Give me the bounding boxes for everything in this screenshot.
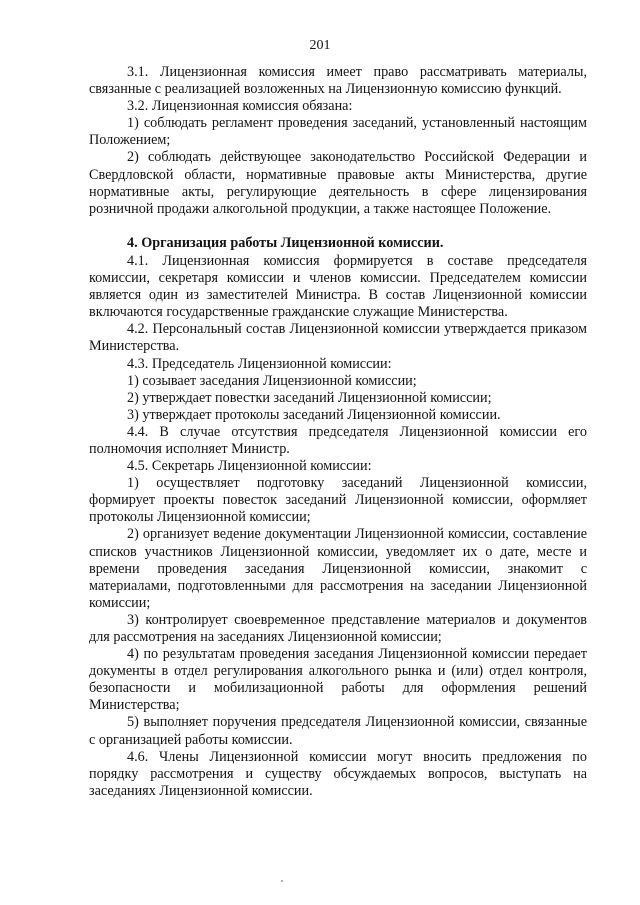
paragraph-4-3-item-2: 2) утверждает повестки заседаний Лицензионной комиссии; (127, 389, 492, 406)
paragraph-4-2: 4.2. Персональный состав Лицензионной комиссии утверждается приказом Министерства. (89, 321, 587, 355)
paragraph-4-6: 4.6. Члены Лицензионной комиссии могут вносить предложения по порядку рассмотрения и существу обсуждаемых вопросов, выступать на заседаниях Лицензионной комиссии. (89, 748, 587, 799)
scan-speck (281, 880, 283, 882)
paragraph-3-2-item-1: 1) соблюдать регламент проведения заседаний, установленный настоящим Положением; (89, 115, 587, 149)
paragraph-4-3: 4.3. Председатель Лицензионной комиссии: (127, 355, 392, 372)
document-body (89, 64, 587, 800)
paragraph-3-1: 3.1. Лицензионная комиссия имеет право рассматривать материалы, связанные с реализацией возложенных на Лицензионную комиссию функций. (89, 64, 587, 98)
paragraph-4-5-item-5: 5) выполняет поручения председателя Лицензионной комиссии, связанные с организацией работы комиссии. (89, 714, 587, 748)
paragraph-3-2: 3.2. Лицензионная комиссия обязана: (127, 98, 353, 115)
section-heading-4: 4. Организация работы Лицензионной комиссии. (127, 234, 444, 251)
paragraph-4-5: 4.5. Секретарь Лицензионной комиссии: (127, 458, 372, 475)
paragraph-4-5-item-1: 1) осуществляет подготовку заседаний Лицензионной комиссии, формирует проекты повесток заседаний Лицензионной комиссии, оформляет протоколы Лицензионной комиссии; (89, 475, 587, 526)
page-number: 201 (309, 38, 331, 53)
paragraph-4-1: 4.1. Лицензионная комиссия формируется в составе председателя комиссии, секретаря комиссии и членов комиссии. Председателем комиссии является один из заместителей Министра. В состав Лицензионной комиссии включаются государственные гражданские служащие Министерства. (89, 252, 587, 321)
paragraph-4-5-item-2: 2) организует ведение документации Лицензионной комиссии, составление списков участников Лицензионной комиссии, уведомляет их о дате, месте и времени проведения заседания Лицензионной комиссии, знакомит с материалами, подготовленными для рассмотрения на заседании Лицензионной комиссии; (89, 526, 587, 611)
paragraph-4-5-item-3: 3) контролирует своевременное представление материалов и документов для рассмотрения на заседаниях Лицензионной комиссии; (89, 611, 587, 645)
paragraph-3-2-item-2: 2) соблюдать действующее законодательство Российской Федерации и Свердловской области, нормативные правовые акты Министерства, другие нормативные акты, регулирующие деятельность в сфере лицензирования розничной продажи алкогольной продукции, а также настоящее Положение. (89, 149, 587, 217)
paragraph-4-5-item-4: 4) по результатам проведения заседания Лицензионной комиссии передает документы в отдел регулирования алкогольного рынка и (или) отдел контроля, безопасности и мобилизационной работы для оформления решений Министерства; (89, 646, 587, 714)
paragraph-4-3-item-3: 3) утверждает протоколы заседаний Лицензионной комиссии. (127, 406, 501, 423)
paragraph-4-4: 4.4. В случае отсутствия председателя Лицензионной комиссии его полномочия исполняет Министр. (89, 423, 587, 457)
paragraph-4-3-item-1: 1) созывает заседания Лицензионной комиссии; (127, 372, 417, 389)
